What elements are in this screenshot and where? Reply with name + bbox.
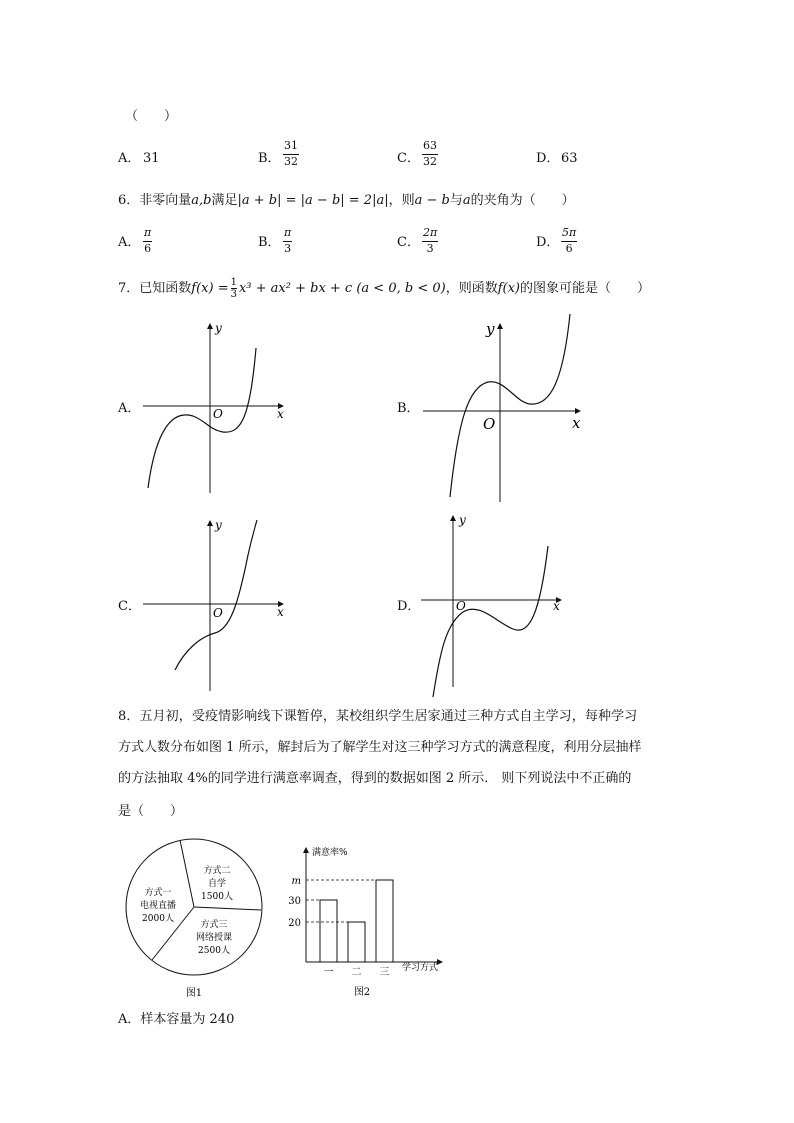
- pie-divider: [194, 907, 261, 910]
- q6-option-a-fraction: [143, 227, 152, 255]
- q5-option-b-fraction: [283, 140, 299, 168]
- y-tick-label: m: [291, 876, 301, 887]
- x-axis-label: x: [277, 605, 284, 619]
- fraction-denominator: 6: [144, 241, 152, 255]
- q7-end: 的图象可能是（ ）: [520, 281, 651, 296]
- q6-end: 的夹角为（ ）: [470, 193, 575, 208]
- function-curve: [175, 520, 257, 670]
- q6-option-b-letter: B．: [258, 235, 281, 250]
- bars-group: [288, 876, 393, 978]
- fraction-denominator: 3: [230, 289, 237, 300]
- y-axis-label: y: [486, 320, 495, 338]
- fraction-numerator: 1: [230, 277, 237, 288]
- y-axis-label: y: [459, 513, 466, 527]
- q6-option-b-fraction: [283, 227, 292, 255]
- q6-mid3: 与: [449, 193, 463, 208]
- bar: [348, 922, 365, 962]
- sector-label: 网络授课: [195, 933, 233, 943]
- q8-line-3: 的方法抽取 4%的同学进行满意率调查，得到的数据如图 2 所示． 则下列说法中不正确的: [118, 771, 632, 786]
- q6-prefix: 6．非零向量: [118, 193, 192, 208]
- q5-option-c-fraction: [422, 140, 438, 168]
- q6-vec-a: a: [462, 193, 471, 208]
- q5-option-a-letter: A．: [118, 151, 141, 166]
- figure-2-bar-chart: [282, 840, 452, 1000]
- q6-option-a-letter: A．: [118, 235, 141, 250]
- q7-graph-c-letter: C．: [118, 599, 141, 614]
- q5-option-d-value: 63: [561, 151, 578, 166]
- figure-1-pie: [122, 838, 267, 1003]
- figure-2-caption: 图2: [353, 987, 371, 998]
- q6-option-d-letter: D．: [536, 235, 560, 250]
- q6-mid: 满足: [211, 193, 238, 208]
- q6-vec-diff: a − b: [414, 193, 450, 208]
- sector-label: 1500人: [201, 892, 233, 902]
- q7-graph-b-letter: B．: [397, 401, 420, 416]
- sector-label: 方式一: [144, 888, 172, 898]
- function-curve: [433, 546, 548, 697]
- origin-label: O: [213, 407, 223, 421]
- origin-label: O: [483, 415, 496, 433]
- origin-label: O: [213, 606, 223, 620]
- q5-option-a-value: 31: [143, 151, 160, 166]
- q7-stem-line: [118, 277, 650, 300]
- q6-option-c-fraction: [422, 227, 438, 255]
- q7-graph-a: [138, 318, 288, 498]
- fraction-numerator: 2π: [422, 227, 438, 242]
- y-axis-label: y: [215, 321, 222, 335]
- y-axis-title: 满意率%: [312, 848, 348, 858]
- q8-option-a: A．样本容量为 240: [118, 1012, 235, 1027]
- q6-mid2: ，则: [388, 193, 415, 208]
- pie-divider: [180, 840, 194, 907]
- q6-option-c-letter: C．: [397, 235, 420, 250]
- y-tick-label: 30: [288, 896, 301, 907]
- q7-graph-b: [420, 312, 585, 507]
- q6-condition: |a + b| = |a − b| = 2|a|: [237, 193, 389, 208]
- q8-line-2: 方式人数分布如图 1 所示，解封后为了解学生对这三种学习方式的满意程度，利用分层抽样: [118, 740, 642, 755]
- q7-f-lhs: f(x) =: [191, 281, 229, 296]
- q5-option-c-letter: C．: [397, 151, 420, 166]
- y-axis-label: y: [215, 518, 222, 532]
- fraction-denominator: 6: [565, 241, 573, 255]
- fraction-numerator: π: [143, 227, 152, 242]
- q7-graph-a-letter: A．: [118, 401, 141, 416]
- q7-graph-d: [418, 512, 568, 702]
- sector-label: 2500人: [198, 946, 230, 956]
- q6-stem-line: [118, 194, 575, 207]
- q6-vectors: a,b: [191, 193, 212, 208]
- q7-graph-d-letter: D．: [397, 599, 421, 614]
- x-axis-label: x: [572, 414, 581, 432]
- function-curve: [450, 314, 570, 497]
- fraction-numerator: 5π: [561, 227, 577, 242]
- origin-label: O: [456, 599, 466, 613]
- q7-f-rhs: x³ + ax² + bx + c (a < 0, b < 0): [238, 281, 446, 296]
- q7-prefix: 7．已知函数: [118, 281, 192, 296]
- sector-label: 电视直播: [139, 901, 177, 911]
- fraction-numerator: 63: [422, 140, 438, 155]
- q5-option-b-letter: B．: [258, 151, 281, 166]
- x-axis-title: 学习方式: [402, 963, 439, 973]
- fraction-numerator: 31: [283, 140, 299, 155]
- sector-label: 2000人: [142, 914, 174, 924]
- fraction-numerator: π: [283, 227, 292, 242]
- figure-1-caption: 图1: [185, 988, 203, 999]
- x-axis-label: x: [553, 599, 560, 613]
- fraction-denominator: 3: [426, 241, 434, 255]
- fraction-denominator: 32: [284, 154, 298, 168]
- bar: [376, 880, 393, 962]
- q7-mid: ，则函数: [445, 281, 498, 296]
- sector-label: 自学: [207, 879, 227, 889]
- q5-option-d-letter: D．: [536, 151, 560, 166]
- q8-line-4: 是（ ）: [118, 804, 184, 819]
- y-tick-label: 20: [288, 918, 301, 929]
- sector-label: 方式三: [200, 920, 228, 930]
- function-curve: [148, 348, 256, 488]
- bar: [320, 900, 337, 962]
- x-tick-label: 三: [379, 967, 390, 978]
- x-tick-label: 二: [351, 967, 362, 978]
- fraction-denominator: 32: [423, 154, 437, 168]
- q7-graph-c: [140, 515, 290, 695]
- x-axis-label: x: [277, 407, 284, 421]
- q7-fraction: [231, 277, 237, 300]
- q5-paren: （ ）: [125, 109, 178, 124]
- x-tick-label: 一: [323, 967, 334, 978]
- q6-option-d-fraction: [561, 227, 577, 255]
- q7-f-ref: f(x): [497, 281, 520, 296]
- fraction-denominator: 3: [284, 241, 292, 255]
- q8-line-1: 8．五月初，受疫情影响线下课暂停，某校组织学生居家通过三种方式自主学习，每种学习: [118, 709, 638, 724]
- sector-label: 方式二: [203, 866, 231, 876]
